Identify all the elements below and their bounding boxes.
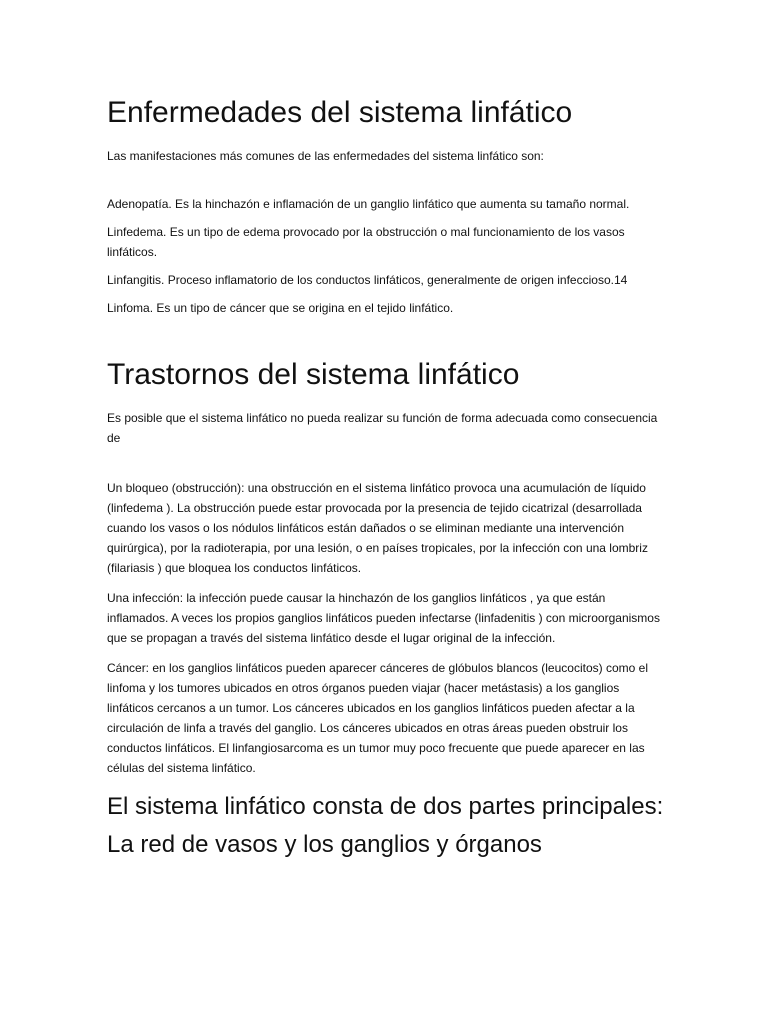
list-item-linfoma: Linfoma. Es un tipo de cáncer que se origina en el tejido linfático.: [107, 301, 454, 315]
paragraph-bloqueo: Un bloqueo (obstrucción): una obstrucción en el sistema linfático provoca una acumulación de líquido (linfedema ). La obstrucción puede estar provocada por la presencia de tejido cicatrizal (desarrollada cuando los vasos o los nódulos linfáticos están dañados o se eliminan mediante una intervención quirúrgica), por la radioterapia, por una lesión, o en países tropicales, por la infección con una lombriz (filariasis ) que bloquea los conductos linfáticos.: [107, 481, 648, 575]
list-item-linfangitis: Linfangitis. Proceso inflamatorio de los conductos linfáticos, generalmente de origen infeccioso.14: [107, 273, 628, 287]
heading-enfermedades: Enfermedades del sistema linfático: [107, 96, 573, 129]
paragraph-infeccion: Una infección: la infección puede causar la hinchazón de los ganglios linfáticos , ya que están inflamados. A veces los propios ganglios linfáticos pueden infectarse (linfadenitis ) con microorganismos que se propagan a través del sistema linfático desde el lugar original de la infección.: [107, 591, 660, 645]
document-content: [107, 90, 667, 864]
list-item-adenopatia: Adenopatía. Es la hinchazón e inflamación de un ganglio linfático que aumenta su tamaño normal.: [107, 197, 630, 211]
intro-enfermedades: Las manifestaciones más comunes de las enfermedades del sistema linfático son:: [107, 149, 544, 163]
paragraph-cancer: Cáncer: en los ganglios linfáticos pueden aparecer cánceres de glóbulos blancos (leucocitos) como el linfoma y los tumores ubicados en otros órganos pueden viajar (hacer metástasis) a los ganglios linfáticos cercanos a un tumor. Los cánceres ubicados en los ganglios linfáticos pueden afectar a la circulación de linfa a través del ganglio. Los cánceres ubicados en otras áreas pueden obstruir los conductos linfáticos. El linfangiosarcoma es un tumor muy poco frecuente que puede aparecer en las células del sistema linfático.: [107, 661, 648, 775]
heading-trastornos: Trastornos del sistema linfático: [107, 358, 520, 391]
intro-trastornos: Es posible que el sistema linfático no pueda realizar su función de forma adecuada como consecuencia de: [107, 411, 658, 445]
list-item-linfedema: Linfedema. Es un tipo de edema provocado por la obstrucción o mal funcionamiento de los vasos linfáticos.: [107, 225, 625, 259]
heading-partes-principales: El sistema linfático consta de dos partes principales: La red de vasos y los ganglios y órganos: [107, 793, 664, 858]
